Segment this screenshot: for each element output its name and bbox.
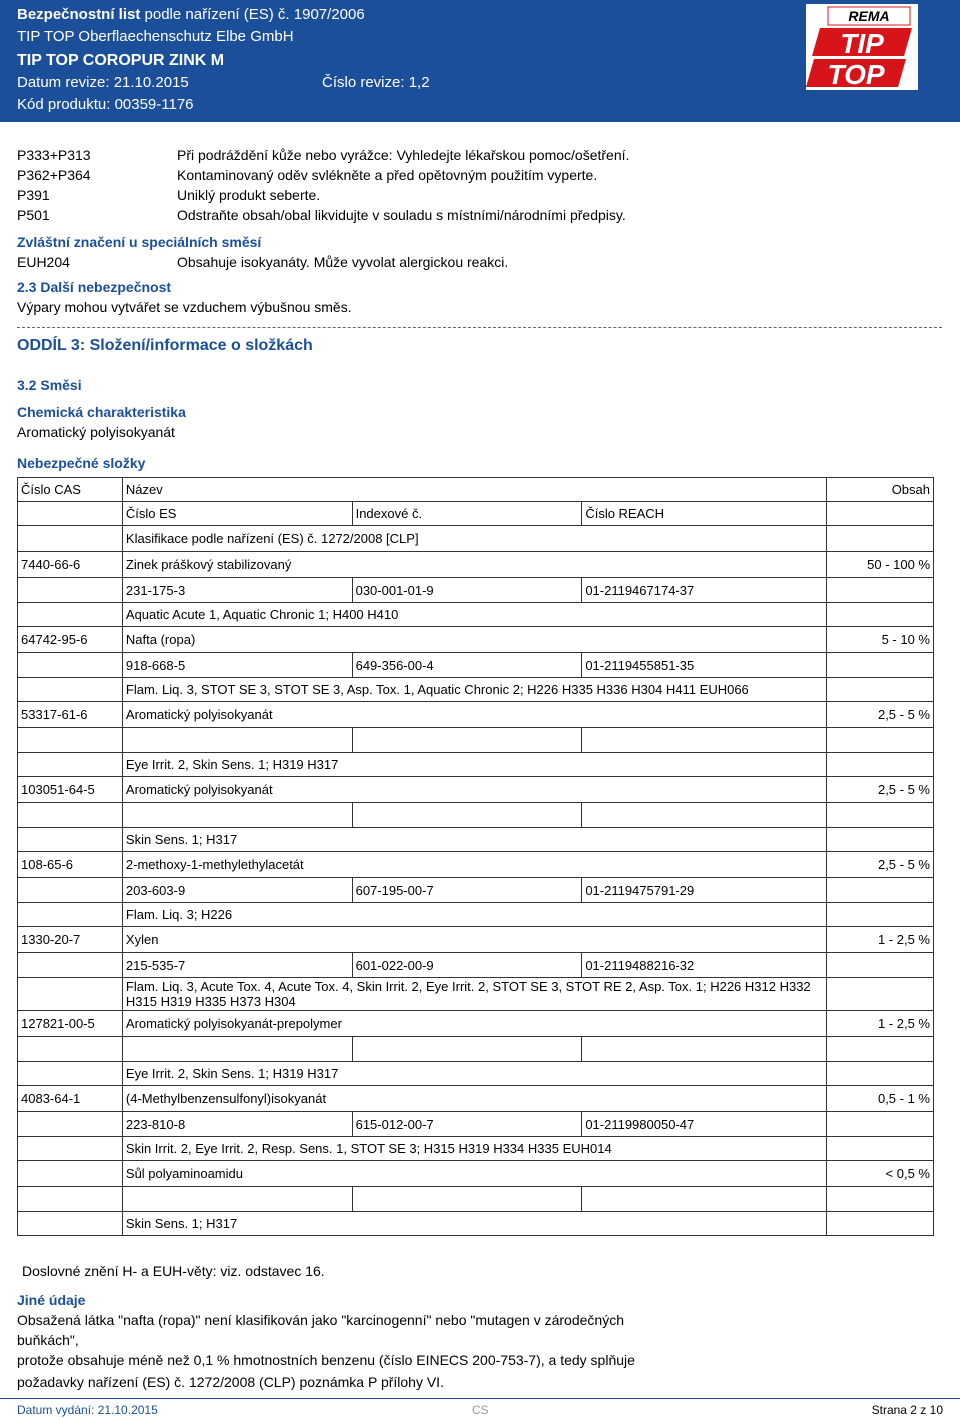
component-content: 2,5 - 5 % — [827, 852, 934, 878]
component-row — [18, 1011, 934, 1037]
component-es — [122, 1187, 352, 1212]
component-reach — [582, 1187, 827, 1212]
header-revision-number: Číslo revize: 1,2 — [322, 74, 430, 91]
component-class-row — [18, 603, 934, 627]
component-row — [18, 627, 934, 653]
component-content: 0,5 - 1 % — [827, 1086, 934, 1112]
euh-text: Obsahuje isokyanáty. Může vyvolat alergickou reakci. — [177, 254, 509, 270]
header-name: Název — [122, 478, 826, 502]
precaution-code: P333+P313 — [17, 147, 91, 163]
component-row — [18, 777, 934, 803]
component-name: Zinek práškový stabilizovaný — [122, 552, 826, 578]
component-reach: 01-2119455851-35 — [582, 653, 827, 678]
component-cas: 1330-20-7 — [18, 927, 123, 953]
component-content: 50 - 100 % — [827, 552, 934, 578]
component-content: 2,5 - 5 % — [827, 702, 934, 728]
component-index: 607-195-00-7 — [352, 878, 582, 903]
logo-top-text: TOP — [827, 59, 885, 90]
header-classification: Klasifikace podle nařízení (ES) č. 1272/2008 [CLP] — [122, 526, 826, 552]
component-es: 918-668-5 — [122, 653, 352, 678]
component-ids-row — [18, 653, 934, 678]
component-name: Aromatický polyisokyanát — [122, 777, 826, 803]
component-name: Aromatický polyisokyanát-prepolymer — [122, 1011, 826, 1037]
header-reach: Číslo REACH — [582, 502, 827, 526]
component-cas: 108-65-6 — [18, 852, 123, 878]
component-ids-row — [18, 878, 934, 903]
component-row — [18, 1161, 934, 1187]
header-regulation: podle nařízení (ES) č. 1907/2006 — [144, 6, 365, 23]
component-reach: 01-2119488216-32 — [582, 953, 827, 978]
component-es — [122, 1037, 352, 1062]
special-labelling-title: Zvláštní značení u speciálních směsí — [17, 234, 262, 250]
chemical-characteristic-text: Aromatický polyisokyanát — [17, 424, 175, 440]
precaution-text: Odstraňte obsah/obal likvidujte v souladu s místními/národními předpisy. — [177, 207, 626, 223]
component-reach — [582, 1037, 827, 1062]
page-footer — [0, 1398, 960, 1419]
other-info-line: požadavky nařízení (ES) č. 1272/2008 (CLP) poznámka P přílohy VI. — [17, 1374, 444, 1390]
component-class-row — [18, 678, 934, 702]
component-class-row — [18, 1137, 934, 1161]
component-classification: Skin Sens. 1; H317 — [122, 1212, 826, 1236]
other-info-line: buňkách", — [17, 1332, 79, 1348]
component-class-row — [18, 753, 934, 777]
component-class-row — [18, 1062, 934, 1086]
header-content: Obsah — [827, 478, 934, 502]
component-classification: Skin Sens. 1; H317 — [122, 828, 826, 852]
component-cas: 7440-66-6 — [18, 552, 123, 578]
component-index: 649-356-00-4 — [352, 653, 582, 678]
component-classification: Flam. Liq. 3; H226 — [122, 903, 826, 927]
component-classification: Eye Irrit. 2, Skin Sens. 1; H319 H317 — [122, 753, 826, 777]
document-header — [0, 0, 960, 122]
component-reach: 01-2119475791-29 — [582, 878, 827, 903]
header-es: Číslo ES — [122, 502, 352, 526]
component-name: (4-Methylbenzensulfonyl)isokyanát — [122, 1086, 826, 1112]
component-content: 5 - 10 % — [827, 627, 934, 653]
component-content: < 0,5 % — [827, 1161, 934, 1187]
header-product: TIP TOP COROPUR ZINK M — [17, 52, 225, 69]
other-hazards-title: 2.3 Další nebezpečnost — [17, 279, 172, 295]
component-index — [352, 728, 582, 753]
component-es: 203-603-9 — [122, 878, 352, 903]
section3-title: ODDÍL 3: Složení/informace o složkách — [17, 337, 313, 354]
footer-issue-date: Datum vydání: 21.10.2015 — [17, 1403, 158, 1417]
component-name: Sůl polyaminoamidu — [122, 1161, 826, 1187]
footer-page-number: Strana 2 z 10 — [871, 1403, 943, 1417]
footer-language: CS — [472, 1403, 489, 1417]
component-class-row — [18, 978, 934, 1011]
component-es: 223-810-8 — [122, 1112, 352, 1137]
precaution-code: P362+P364 — [17, 167, 91, 183]
component-cas: 64742-95-6 — [18, 627, 123, 653]
header-cas: Číslo CAS — [18, 478, 123, 502]
component-name: 2-methoxy-1-methylethylacetát — [122, 852, 826, 878]
precaution-code: P501 — [17, 207, 50, 223]
section-3-2-title: 3.2 Směsi — [17, 377, 82, 393]
component-class-row — [18, 1212, 934, 1236]
logo-rema-text: REMA — [848, 8, 890, 24]
component-ids-row — [18, 953, 934, 978]
hazardous-components-title: Nebezpečné složky — [17, 455, 146, 471]
component-content: 1 - 2,5 % — [827, 1011, 934, 1037]
component-content: 1 - 2,5 % — [827, 927, 934, 953]
component-ids-row — [18, 1037, 934, 1062]
component-cas: 127821-00-5 — [18, 1011, 123, 1037]
component-name: Xylen — [122, 927, 826, 953]
header-title: Bezpečnostní list — [17, 6, 141, 23]
table-header-row — [18, 478, 934, 502]
component-ids-row — [18, 728, 934, 753]
component-ids-row — [18, 803, 934, 828]
component-row — [18, 552, 934, 578]
precaution-text: Při podráždění kůže nebo vyrážce: Vyhledejte lékařskou pomoc/ošetření. — [177, 147, 630, 163]
component-es: 231-175-3 — [122, 578, 352, 603]
logo-tip-text: TIP — [840, 28, 884, 59]
component-es — [122, 728, 352, 753]
component-ids-row — [18, 1112, 934, 1137]
component-reach — [582, 803, 827, 828]
precaution-code: P391 — [17, 187, 50, 203]
component-classification: Skin Irrit. 2, Eye Irrit. 2, Resp. Sens. 1, STOT SE 3; H315 H319 H334 H335 EUH014 — [122, 1137, 826, 1161]
component-cas — [18, 1161, 123, 1187]
component-name: Aromatický polyisokyanát — [122, 702, 826, 728]
header-revision-date: Datum revize: 21.10.2015 — [17, 74, 189, 91]
component-cas: 103051-64-5 — [18, 777, 123, 803]
component-row — [18, 927, 934, 953]
component-reach — [582, 728, 827, 753]
component-row — [18, 702, 934, 728]
h-phrases-note: Doslovné znění H- a EUH-věty: viz. odstavec 16. — [22, 1263, 325, 1279]
precaution-text: Kontaminovaný oděv svlékněte a před opětovným použitím vyperte. — [177, 167, 598, 183]
component-name: Nafta (ropa) — [122, 627, 826, 653]
components-table — [17, 477, 934, 1236]
component-index — [352, 1037, 582, 1062]
component-class-row — [18, 828, 934, 852]
other-info-line: protože obsahuje méně než 0,1 % hmotnostních benzenu (číslo EINECS 200-753-7), a tedy splňuje — [17, 1352, 635, 1368]
other-info-line: Obsažená látka "nafta (ropa)" není klasifikován jako "karcinogenní" nebo "mutagen v zárodečných — [17, 1312, 624, 1328]
component-index — [352, 1187, 582, 1212]
other-hazards-text: Výpary mohou vytvářet se vzduchem výbušnou směs. — [17, 299, 352, 315]
table-header-row — [18, 526, 934, 552]
other-info-title: Jiné údaje — [17, 1292, 86, 1308]
euh-code: EUH204 — [17, 254, 70, 270]
component-classification: Flam. Liq. 3, STOT SE 3, STOT SE 3, Asp. Tox. 1, Aquatic Chronic 2; H226 H335 H336 H304 H411 EUH066 — [122, 678, 826, 702]
component-es: 215-535-7 — [122, 953, 352, 978]
table-header-row — [18, 502, 934, 526]
component-row — [18, 852, 934, 878]
component-ids-row — [18, 1187, 934, 1212]
rema-tip-top-logo — [806, 4, 918, 90]
component-cas: 4083-64-1 — [18, 1086, 123, 1112]
section-divider — [17, 327, 942, 328]
component-cas: 53317-61-6 — [18, 702, 123, 728]
component-classification: Flam. Liq. 3, Acute Tox. 4, Acute Tox. 4, Skin Irrit. 2, Eye Irrit. 2, STOT SE 3, STOT RE 2, Asp. Tox. 1; H226 H312 H332 H315 H319 H335 H373 H304 — [122, 978, 826, 1011]
component-content: 2,5 - 5 % — [827, 777, 934, 803]
header-company: TIP TOP Oberflaechenschutz Elbe GmbH — [17, 28, 294, 45]
component-classification: Eye Irrit. 2, Skin Sens. 1; H319 H317 — [122, 1062, 826, 1086]
component-classification: Aquatic Acute 1, Aquatic Chronic 1; H400 H410 — [122, 603, 826, 627]
component-index: 601-022-00-9 — [352, 953, 582, 978]
component-row — [18, 1086, 934, 1112]
precaution-text: Uniklý produkt seberte. — [177, 187, 321, 203]
component-es — [122, 803, 352, 828]
header-index: Indexové č. — [352, 502, 582, 526]
chemical-characteristic-title: Chemická charakteristika — [17, 404, 186, 420]
component-reach: 01-2119467174-37 — [582, 578, 827, 603]
component-index: 030-001-01-9 — [352, 578, 582, 603]
component-index — [352, 803, 582, 828]
component-ids-row — [18, 578, 934, 603]
component-index: 615-012-00-7 — [352, 1112, 582, 1137]
header-title-line — [17, 6, 365, 23]
header-product-code: Kód produktu: 00359-1176 — [17, 96, 194, 113]
component-reach: 01-2119980050-47 — [582, 1112, 827, 1137]
component-class-row — [18, 903, 934, 927]
